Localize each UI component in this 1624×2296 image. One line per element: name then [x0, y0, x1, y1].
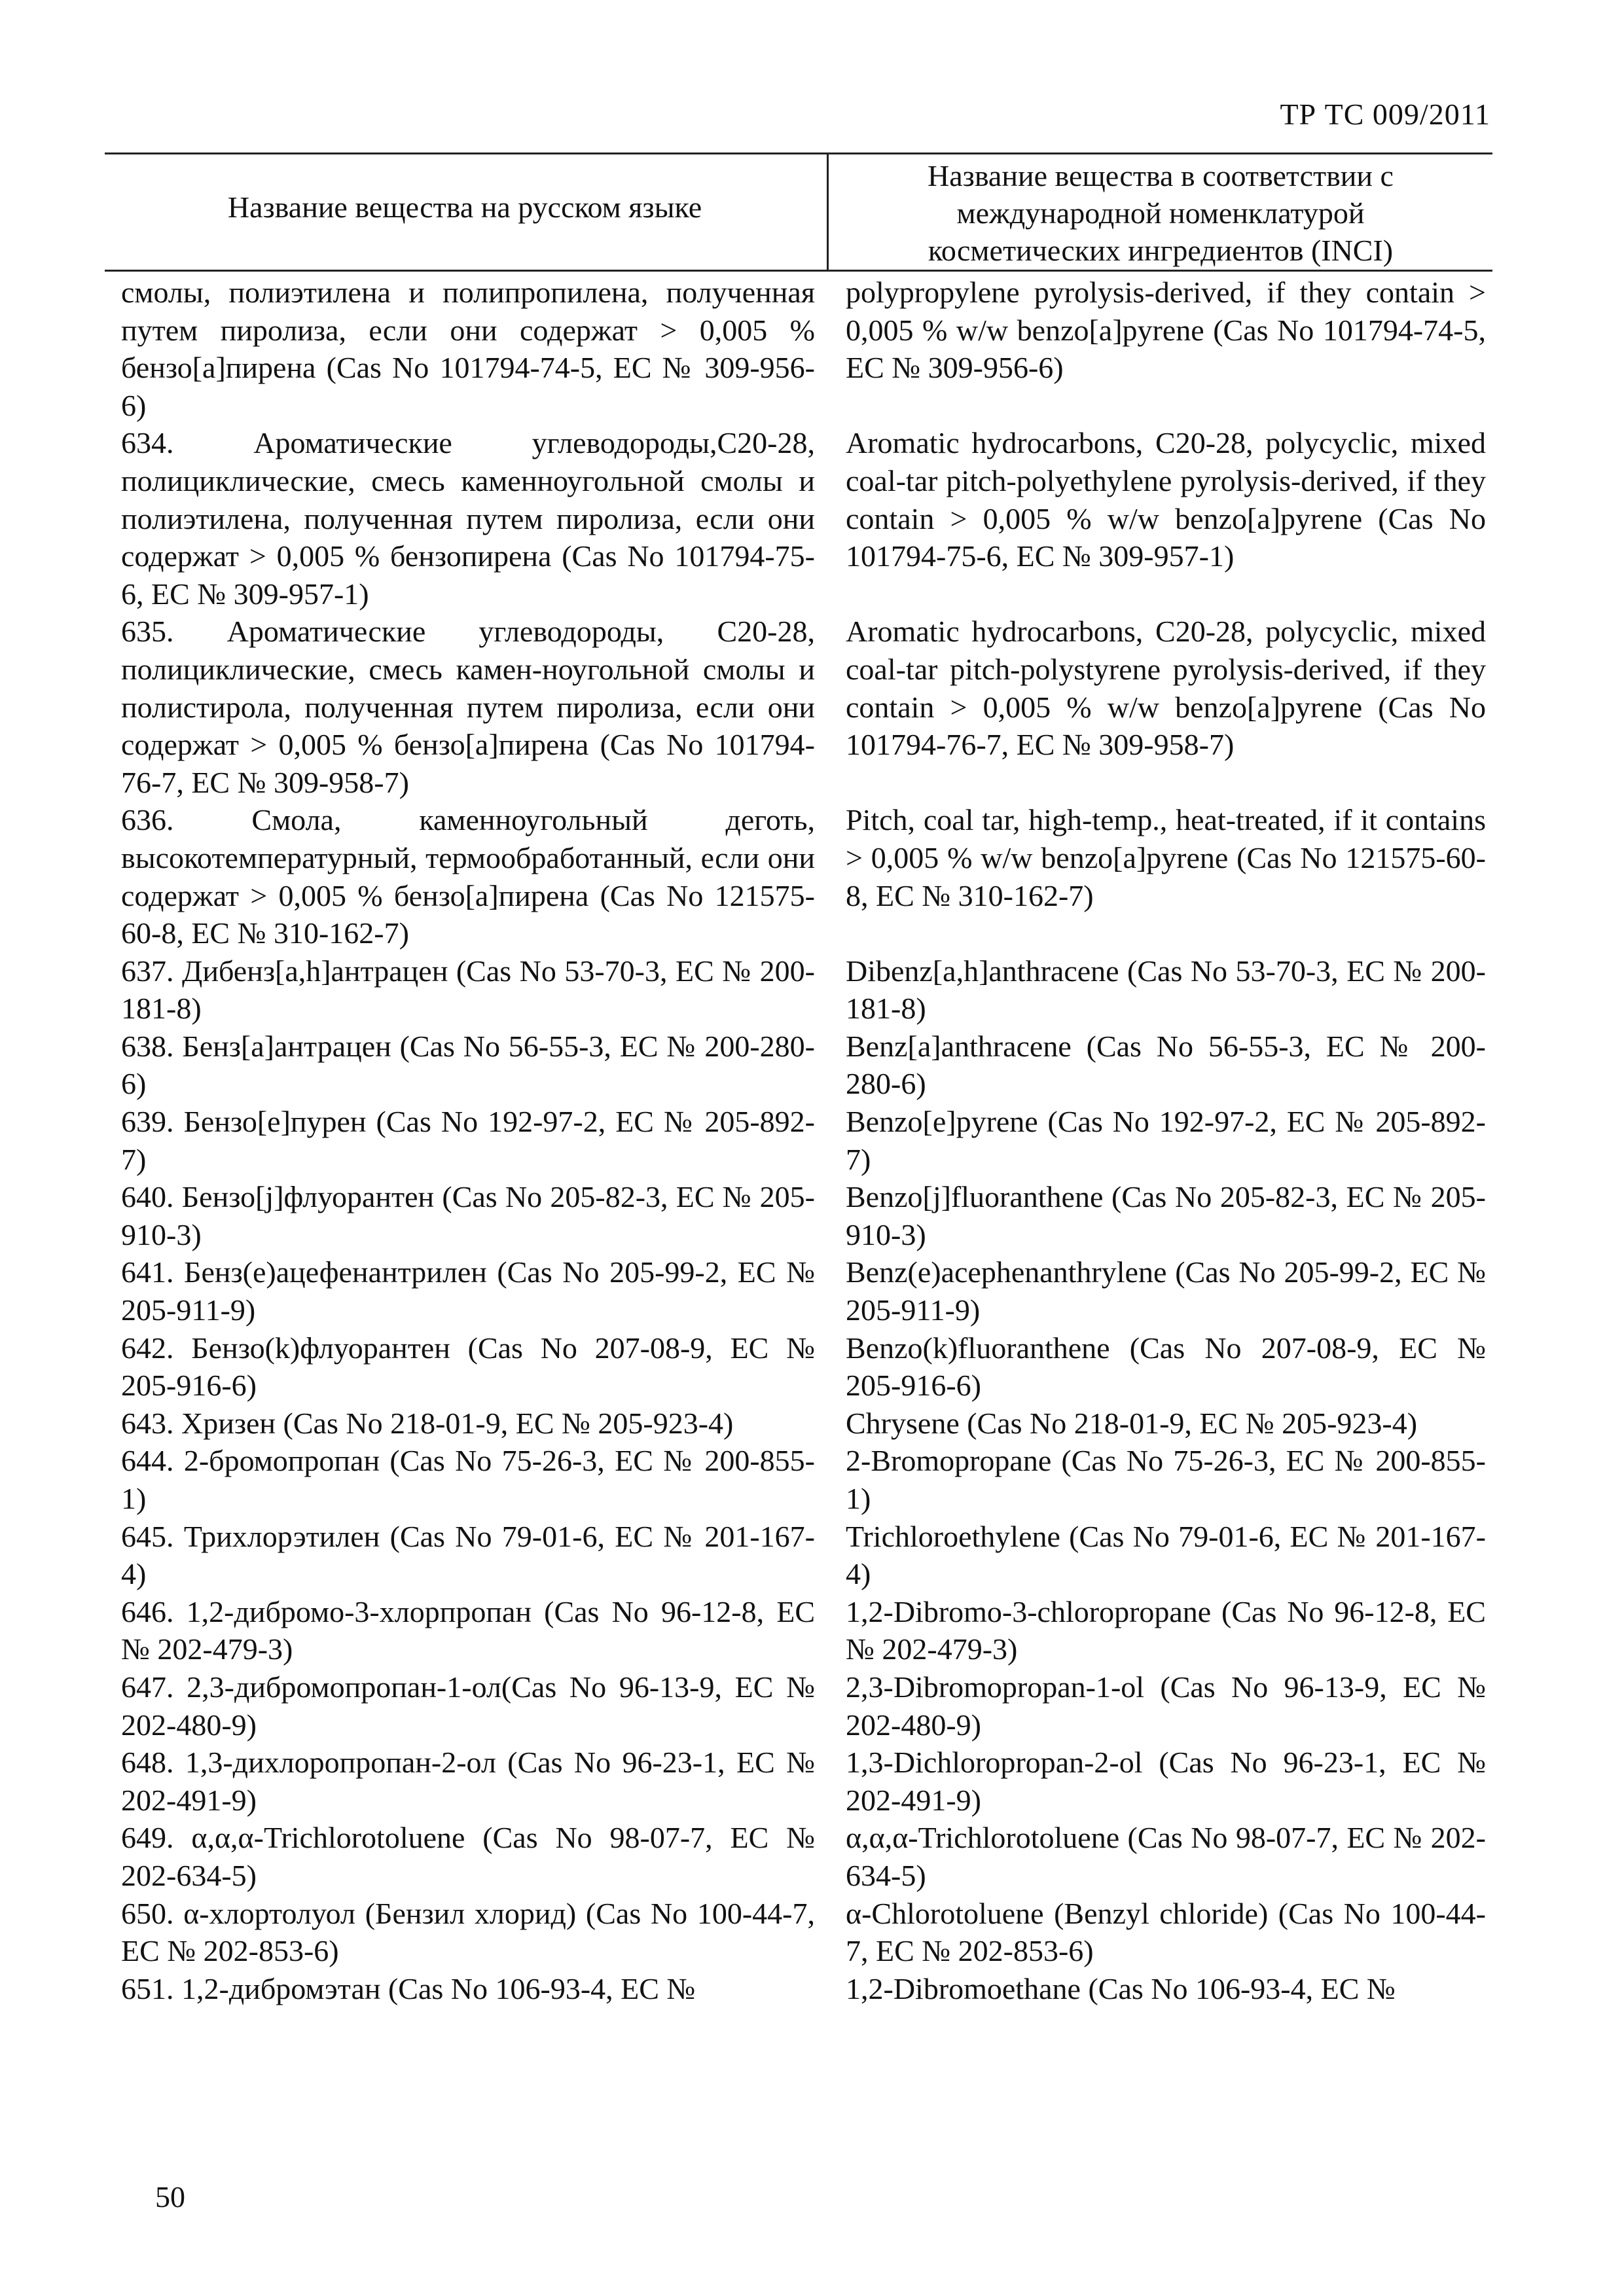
cell-inci-name: Pitch, coal tar, high-temp., heat-treated, if it contains > 0,005 % w/w benzo[a]pyrene (Cas No 121575-60-8, EC № 310-162-7): [846, 803, 1486, 912]
table-row: [121, 1970, 1486, 2008]
cell-inci-name: Dibenz[a,h]anthracene (Cas No 53-70-3, EC № 200-181-8): [846, 954, 1486, 1026]
column-header-russian: Название вещества на русском языке: [227, 190, 702, 224]
header-column-divider: [827, 152, 829, 270]
table-top-rule: [105, 152, 1492, 154]
table-row: [121, 1103, 1486, 1178]
table-row: [121, 424, 1486, 613]
cell-russian-name: 634. Ароматические углеводороды,C20-28, полициклические, смесь каменноугольной смолы и полиэтилена, полученная путем пиролиза, если они содержат > 0,005 % бензопирена (Cas No 101794-75-6, ЕС № 309-957-1): [121, 426, 815, 611]
table-row: [121, 1819, 1486, 1894]
column-header-inci: [830, 157, 1491, 269]
cell-russian-name: 649. α,α,α-Trichlorotoluene (Cas No 98-07-7, ЕС № 202-634-5): [121, 1821, 815, 1892]
table-row: [121, 1744, 1486, 1819]
cell-russian-name: 646. 1,2-дибромо-3-хлорпропан (Cas No 96-12-8, ЕС № 202-479-3): [121, 1594, 815, 1666]
cell-inci-name: Benzo(k)fluoranthene (Cas No 207-08-9, EC № 205-916-6): [846, 1331, 1486, 1403]
table-row: [121, 1895, 1486, 1970]
cell-inci-name: 1,3-Dichloropropan-2-ol (Cas No 96-23-1, EC № 202-491-9): [846, 1746, 1486, 1817]
table-row: [121, 1329, 1486, 1405]
table-row: [121, 952, 1486, 1028]
cell-russian-name: 637. Дибенз[a,h]антрацен (Cas No 53-70-3, ЕС № 200-181-8): [121, 954, 815, 1026]
table-row: [121, 613, 1486, 801]
cell-russian-name: 638. Бенз[a]антрацен (Cas No 56-55-3, ЕС № 200-280-6): [121, 1029, 815, 1101]
column-header-inci-line: международной номенклатурой: [956, 196, 1365, 230]
cell-inci-name: Benzo[j]fluoranthene (Cas No 205-82-3, EC № 205-910-3): [846, 1180, 1486, 1251]
cell-inci-name: Benz[a]anthracene (Cas No 56-55-3, EC № 200-280-6): [846, 1029, 1486, 1101]
table-row: [121, 1518, 1486, 1593]
cell-russian-name: 639. Бензо[e]пурен (Cas No 192-97-2, ЕС № 205-892-7): [121, 1105, 815, 1176]
table-row: [121, 274, 1486, 424]
table-row: [121, 1028, 1486, 1103]
cell-russian-name: 645. Трихлорэтилен (Cas No 79-01-6, ЕС № 201-167-4): [121, 1519, 815, 1591]
cell-inci-name: α,α,α-Trichlorotoluene (Cas No 98-07-7, EC № 202-634-5): [846, 1821, 1486, 1892]
cell-inci-name: 2-Bromopropane (Cas No 75-26-3, EC № 200-855-1): [846, 1444, 1486, 1515]
cell-russian-name: 650. α-хлортолуол (Бензил хлорид) (Cas No 100-44-7, ЕС № 202-853-6): [121, 1896, 815, 1968]
cell-inci-name: Chrysene (Cas No 218-01-9, EC № 205-923-4): [846, 1406, 1418, 1440]
cell-russian-name: 644. 2-бромопропан (Cas No 75-26-3, ЕС № 200-855-1): [121, 1444, 815, 1515]
table-row: [121, 1668, 1486, 1744]
cell-russian-name: 635. Ароматические углеводороды, C20-28, полициклические, смесь камен-ноугольной смолы и полистирола, полученная путем пиролиза, если они содержат > 0,005 % бензо[а]пирена (Cas No 101794-76-7, ЕС № 309-958-7): [121, 615, 815, 799]
page-number: 50: [155, 2180, 185, 2214]
table-header-rule: [105, 270, 1492, 272]
cell-inci-name: α-Chlorotoluene (Benzyl chloride) (Cas No 100-44-7, EC № 202-853-6): [846, 1896, 1486, 1968]
cell-inci-name: Trichloroethylene (Cas No 79-01-6, EC № 201-167-4): [846, 1519, 1486, 1591]
cell-russian-name: 648. 1,3-дихлоропропан-2-ол (Cas No 96-23-1, ЕС № 202-491-9): [121, 1746, 815, 1817]
cell-russian-name: 636. Смола, каменноугольный деготь, высокотемпературный, термообработанный, если они содержат > 0,005 % бензо[а]пирена (Cas No 121575-60-8, ЕС № 310-162-7): [121, 803, 815, 950]
cell-russian-name: 642. Бензо(k)флуорантен (Cas No 207-08-9, ЕС № 205-916-6): [121, 1331, 815, 1403]
cell-inci-name: Benz(e)acephenanthrylene (Cas No 205-99-2, EC № 205-911-9): [846, 1255, 1486, 1327]
cell-russian-name: 651. 1,2-дибромэтан (Cas No 106-93-4, ЕС №: [121, 1971, 696, 2005]
cell-russian-name: 641. Бенз(e)ацефенантрилен (Cas No 205-99-2, ЕС № 205-911-9): [121, 1255, 815, 1327]
cell-inci-name: polypropylene pyrolysis-derived, if they contain > 0,005 % w/w benzo[a]pyrene (Cas No 101794-74-5, EC № 309-956-6): [846, 276, 1486, 385]
table-row: [121, 1253, 1486, 1329]
column-header-inci-line: косметических ингредиентов (INCI): [928, 234, 1394, 267]
cell-inci-name: Aromatic hydrocarbons, C20-28, polycyclic, mixed coal-tar pitch-polystyrene pyrolysis-derived, if they contain > 0,005 % w/w benzo[a]pyrene (Cas No 101794-76-7, EC № 309-958-7): [846, 615, 1486, 762]
cell-russian-name: смолы, полиэтилена и полипропилена, полученная путем пиролиза, если они содержат > 0,005 % бензо[а]пирена (Cas No 101794-74-5, ЕС № 309-956-6): [121, 276, 815, 422]
cell-russian-name: 647. 2,3-дибромопропан-1-ол(Cas No 96-13-9, ЕС № 202-480-9): [121, 1670, 815, 1742]
cell-russian-name: 643. Хризен (Cas No 218-01-9, ЕС № 205-923-4): [121, 1406, 734, 1440]
cell-russian-name: 640. Бензо[j]флуорантен (Cas No 205-82-3, ЕС № 205-910-3): [121, 1180, 815, 1251]
column-header-inci-line: Название вещества в соответствии с: [928, 159, 1394, 192]
cell-inci-name: Benzo[e]pyrene (Cas No 192-97-2, EC № 205-892-7): [846, 1105, 1486, 1176]
substance-table: [121, 274, 1486, 2007]
document-code: ТР ТС 009/2011: [1280, 98, 1490, 131]
cell-inci-name: 1,2-Dibromo-3-chloropropane (Cas No 96-12-8, EC № 202-479-3): [846, 1594, 1486, 1666]
cell-inci-name: 2,3-Dibromopropan-1-ol (Cas No 96-13-9, EC № 202-480-9): [846, 1670, 1486, 1742]
table-row: [121, 1178, 1486, 1253]
table-row: [121, 801, 1486, 952]
table-row: [121, 1405, 1486, 1443]
cell-inci-name: 1,2-Dibromoethane (Cas No 106-93-4, EC №: [846, 1971, 1396, 2005]
table-row: [121, 1442, 1486, 1517]
cell-inci-name: Aromatic hydrocarbons, C20-28, polycyclic, mixed coal-tar pitch-polyethylene pyrolysis-derived, if they contain > 0,005 % w/w benzo[a]pyrene (Cas No 101794-75-6, EC № 309-957-1): [846, 426, 1486, 573]
table-row: [121, 1593, 1486, 1668]
